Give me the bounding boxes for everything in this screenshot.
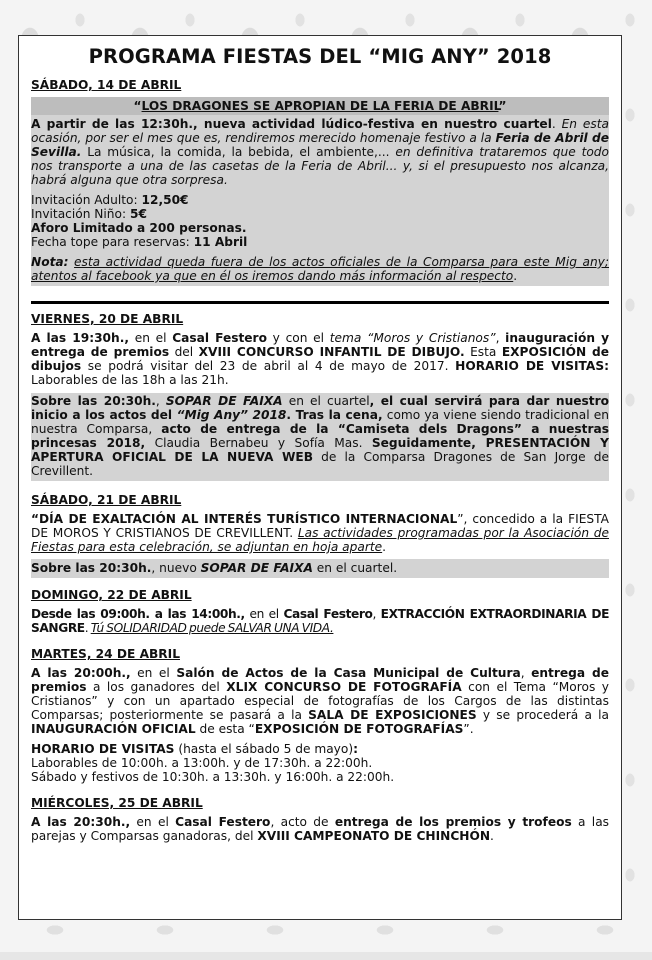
text-span: , (155, 394, 166, 408)
adult-price-line (31, 193, 609, 207)
text-span: en el (130, 666, 177, 680)
sopar-event-block (31, 393, 609, 481)
feria-event-block (31, 97, 609, 286)
championship-name: XVIII CAMPEONATO DE CHINCHÓN (257, 829, 491, 843)
solidarity-slogan: Tú SOLIDARIDAD puede SALVAR UNA VIDA. (90, 621, 334, 635)
visiting-hours-label: HORARIO DE VISITAS: (455, 359, 609, 373)
feria-description (31, 117, 609, 187)
section-divider (31, 301, 609, 304)
visiting-hours-heading (31, 742, 609, 756)
event-time: Desde las 09:00h. a las 14:00h., (31, 607, 245, 621)
day-heading-domingo-22: DOMINGO, 22 DE ABRIL (31, 588, 192, 602)
text-span: inauguración y entrega de premios (31, 331, 610, 359)
exhibition-name: EXPOSICIÓN DE FOTOGRAFÍAS (254, 722, 464, 736)
text-span: en el cuartel (282, 394, 370, 408)
text-span: , acto de (270, 815, 335, 829)
text-span: , (520, 666, 532, 680)
text-span: . (84, 621, 91, 635)
text-span: ”, concedido a la FIESTA DE MOROS Y CRISTIANOS DE CREVILLENT. (31, 512, 609, 540)
text-span: del (169, 345, 199, 359)
text-span: en el (244, 607, 284, 621)
exaltacion-event (31, 512, 609, 554)
event-venue: Salón de Actos de la Casa Municipal de Cultura (176, 666, 521, 680)
web-launch: Seguidamente, PRESENTACIÓN Y APERTURA OFICIAL DE LA NUEVA WEB (31, 436, 609, 464)
day-heading-sabado-14: SÁBADO, 14 DE ABRIL (31, 78, 182, 92)
feria-headline-text: LOS DRAGONES SE APROPIAN DE LA FERIA DE ABRIL (141, 99, 499, 113)
visiting-hours-weekends: Sábado y festivos de 10:30h. a 13:30h. y 16:00h. a 22:00h. (31, 770, 395, 784)
child-price-value: 5€ (129, 207, 147, 221)
feria-time: A partir de las 12:30h., nueva actividad lúdico-festiva en nuestro cuartel (31, 117, 552, 131)
drawing-contest-event (31, 331, 609, 387)
text-span: en el (128, 331, 173, 345)
capacity-line (31, 221, 609, 235)
text-span: y con el (266, 331, 330, 345)
day-heading-viernes-20: VIERNES, 20 DE ABRIL (31, 312, 184, 326)
day-heading-martes-24: MARTES, 24 DE ABRIL (31, 647, 180, 661)
text-span: . Tras la cena, (286, 408, 383, 422)
mig-any-name: “Mig Any” 2018 (176, 408, 287, 422)
official-opening: INAUGURACIÓN OFICIAL (31, 722, 196, 736)
text-span: : (353, 742, 358, 756)
note-label: Nota: (31, 255, 69, 269)
text-span: , (372, 607, 381, 621)
text-span: EXPOSICIÓN de dibujos (31, 345, 609, 373)
text-span: entrega de los premios y trofeos (334, 815, 572, 829)
text-span: en el cuartel. (312, 561, 398, 575)
event-venue: Casal Festero (283, 607, 373, 621)
sopar-event-text (31, 394, 609, 478)
event-time: A las 20:00h., (31, 666, 131, 680)
event-venue: Casal Festero (172, 331, 267, 345)
visiting-hours-weekdays: Laborables de 10:00h. a 13:00h. y de 17:30h. a 22:00h. (31, 756, 373, 770)
text-span: En esta ocasión, por ser el mes que es, rendiremos merecido homenaje festivo a la (31, 117, 609, 145)
text-span: . (513, 269, 518, 283)
text-span: , (495, 331, 506, 345)
adult-price-label: Invitación Adulto: (31, 193, 142, 207)
text-span: en definitiva trataremos que todo nos transporte a una de las casetas de la Feria de Abril... y, si el presupuesto nos alcanza, habrá alguna que otra sorpresa. (31, 145, 609, 187)
event-time: Sobre las 20:30h. (31, 561, 152, 575)
deadline-label: Fecha tope para reservas: (31, 235, 194, 249)
feria-note (31, 255, 609, 283)
sopar-de-faixa: SOPAR DE FAIXA (200, 561, 313, 575)
program-content (31, 36, 609, 843)
visiting-hours: Laborables de las 18h a las 21h. (31, 373, 229, 387)
visiting-hours-note: (hasta el sábado 5 de mayo) (174, 742, 354, 756)
page-title: PROGRAMA FIESTAS DEL “MIG ANY” 2018 (88, 45, 552, 68)
visiting-hours-label: HORARIO DE VISITAS (31, 742, 175, 756)
deadline-line (31, 235, 609, 249)
program-sheet (18, 35, 622, 920)
blood-donation-event (31, 607, 609, 635)
day-heading-miercoles-25: MIÉRCOLES, 25 DE ABRIL (31, 796, 203, 810)
day-heading-sabado-21: SÁBADO, 21 DE ABRIL (31, 493, 182, 507)
child-price-label: Invitación Niño: (31, 207, 130, 221)
note-text: esta actividad queda fuera de los actos oficiales de la Comparsa para este Mig any; atentos al facebook ya que en él os iremos dando más información al respecto (31, 255, 610, 283)
text-span: se podrá visitar del 23 de abril al 4 de mayo de 2017. (81, 359, 456, 373)
bottom-strip (0, 952, 652, 960)
feria-name: Feria de Abril de Sevilla. (31, 131, 609, 159)
contest-name: XLIX CONCURSO DE FOTOGRAFÍA (226, 680, 462, 694)
exhibition-hall: SALA DE EXPOSICIONES (308, 708, 477, 722)
chinchon-event (31, 815, 609, 843)
princesses-names: Claudia Bernabeu y Sofía Mas. (145, 436, 372, 450)
event-time: Sobre las 20:30h. (31, 394, 156, 408)
text-span: como ya viene siendo tradicional en nuestra Comparsa, (31, 408, 609, 436)
child-price-line (31, 207, 609, 221)
exaltacion-title: “DÍA DE EXALTACIÓN AL INTERÉS TURÍSTICO INTERNACIONAL (31, 512, 458, 526)
text-span: . (551, 117, 556, 131)
text-span: , el cual servirá para dar nuestro inicio a los actos del (31, 394, 610, 422)
text-span: en el (130, 815, 176, 829)
feria-headline (31, 97, 609, 115)
text-span: . (382, 540, 387, 554)
event-time: A las 19:30h., (31, 331, 129, 345)
text-span: de esta “ (195, 722, 255, 736)
text-span: a los ganadores del (86, 680, 227, 694)
text-span: Esta (464, 345, 502, 359)
sopar-de-faixa: SOPAR DE FAIXA (165, 394, 283, 408)
adult-price-value: 12,50€ (141, 193, 189, 207)
event-theme: tema “Moros y Cristianos” (329, 331, 496, 345)
photo-contest-event (31, 666, 609, 736)
contest-name: XVIII CONCURSO INFANTIL DE DIBUJO. (198, 345, 465, 359)
capacity-text: Aforo Limitado a 200 personas. (31, 221, 247, 235)
activities-note: Las actividades programadas por la Asociación de Fiestas para esta celebración, se adjuntan en hoja aparte (31, 526, 609, 554)
text-span: de la Comparsa Dragones de San Jorge de Crevillent. (31, 450, 610, 478)
event-time: A las 20:30h., (31, 815, 131, 829)
text-span: La música, la comida, la bebida, el ambiente,... (81, 145, 396, 159)
text-span: , nuevo (151, 561, 201, 575)
deadline-value: 11 Abril (193, 235, 248, 249)
sopar-2-text (31, 561, 609, 575)
text-span: entrega de premios (31, 666, 609, 694)
quote-close: ” (498, 99, 507, 113)
text-span: . (490, 829, 494, 843)
quote-open: “ (133, 99, 142, 113)
text-span: ”. (463, 722, 474, 736)
blood-extraction: EXTRACCIÓN EXTRAORDINARIA DE SANGRE (31, 607, 609, 635)
text-span: con el Tema “Moros y Cristianos” y con un apartado especial de fotografías de los Cargos de las distintas Comparsas; posteriormente se pasará a la (31, 680, 609, 722)
sopar-2-block (31, 559, 609, 578)
text-span: acto de entrega de la “Camiseta dels Dragons” a nuestras princesas 2018, (31, 422, 609, 450)
text-span: y se procederá a la (476, 708, 609, 722)
event-venue: Casal Festero (175, 815, 271, 829)
text-span: a las parejas y Comparsas ganadoras, del (31, 815, 610, 843)
